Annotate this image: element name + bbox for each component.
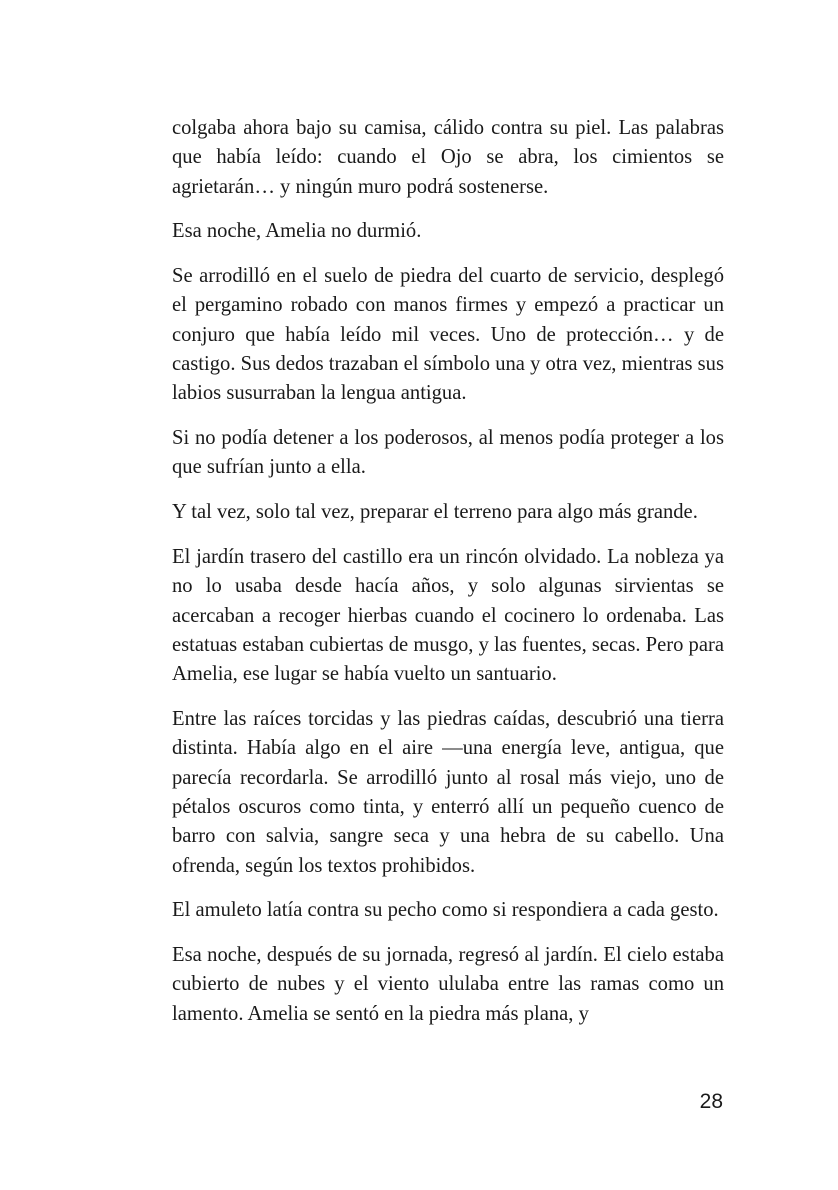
paragraph: Entre las raíces torcidas y las piedras caídas, descubrió una tierra distinta. Había algo en el aire —una energía leve, antigua, que parecía recordarla. Se arrodilló junto al rosal más viejo, uno de pétalos oscuros como tinta, y enterró allí un pequeño cuenco de barro con salvia, sangre seca y una hebra de su cabello. Una ofrenda, según los textos prohibidos. xyxy=(172,708,724,877)
paragraph: Se arrodilló en el suelo de piedra del cuarto de servicio, desplegó el pergamino robado con manos firmes y empezó a practicar un conjuro que había leído mil veces. Uno de protección… y de castigo. Sus dedos trazaban el símbolo una y otra vez, mientras sus labios susurraban la lengua antigua. xyxy=(172,265,724,405)
paragraph: El amuleto latía contra su pecho como si respondiera a cada gesto. xyxy=(172,899,719,922)
paragraph: Esa noche, Amelia no durmió. xyxy=(172,220,422,243)
paragraph: Si no podía detener a los poderosos, al menos podía proteger a los que sufrían junto a ella. xyxy=(172,427,724,479)
body-text xyxy=(172,114,724,1045)
paragraph: Esa noche, después de su jornada, regresó al jardín. El cielo estaba cubierto de nubes y el viento ululaba entre las ramas como un lamento. Amelia se sentó en la piedra más plana, y xyxy=(172,944,724,1025)
page-number: 28 xyxy=(699,1090,723,1113)
paragraph: Y tal vez, solo tal vez, preparar el terreno para algo más grande. xyxy=(172,501,698,524)
paragraph: colgaba ahora bajo su camisa, cálido contra su piel. Las palabras que había leído: cuando el Ojo se abra, los cimientos se agrietarán… y ningún muro podrá sostenerse. xyxy=(172,117,724,198)
paragraph: El jardín trasero del castillo era un rincón olvidado. La nobleza ya no lo usaba desde hacía años, y solo algunas sirvientas se acercaban a recoger hierbas cuando el cocinero lo ordenaba. Las estatuas estaban cubiertas de musgo, y las fuentes, secas. Pero para Amelia, ese lugar se había vuelto un santuario. xyxy=(172,546,724,686)
